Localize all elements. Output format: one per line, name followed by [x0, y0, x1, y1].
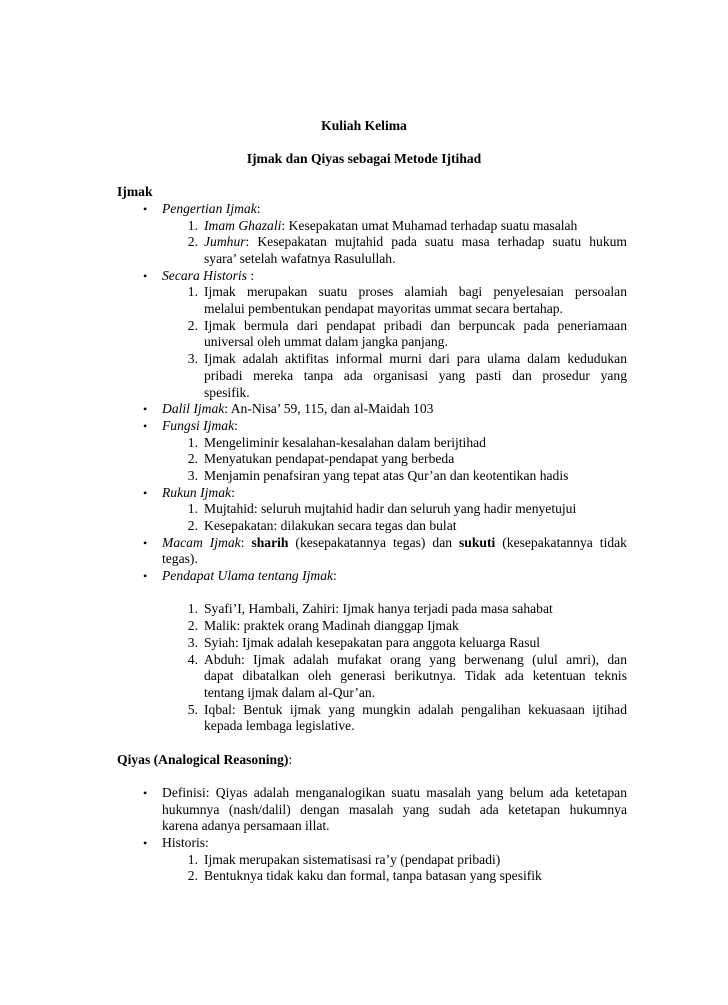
list-item-pengertian-2-cont: syara’ setelah wafatnya Rasulullah. — [204, 251, 396, 266]
bullet-historis: • — [143, 269, 148, 283]
list-item-fungsi-3: Menjamin penafsiran yang tepat atas Qur’an dan keotentikan hadis — [204, 468, 569, 483]
bullet-macam-cont: tegas). — [162, 551, 198, 566]
list-item-pendapat-2: Malik: praktek orang Madinah dianggap Ijmak — [204, 618, 459, 633]
bullet-rukun-label: Rukun Ijmak: — [162, 485, 235, 500]
section-heading-ijmak: Ijmak — [117, 184, 153, 199]
list-number: 1. — [187, 218, 198, 233]
bullet-pendapat-label: Pendapat Ulama tentang Ijmak: — [162, 568, 337, 583]
bullet-fungsi-label: Fungsi Ijmak: — [162, 418, 238, 433]
bullet-dalil-text: Dalil Ijmak: An-Nisa’ 59, 115, dan al-Maidah 103 — [162, 401, 434, 416]
bullet-pengertian: • — [143, 202, 148, 216]
section-heading-qiyas: Qiyas (Analogical Reasoning): — [117, 752, 293, 767]
list-item-pengertian-1: Imam Ghazali: Kesepakatan umat Muhamad terhadap suatu masalah — [204, 218, 578, 233]
page-subtitle: Ijmak dan Qiyas sebagai Metode Ijtihad — [246, 151, 482, 166]
list-item-rukun-1: Mujtahid: seluruh mujtahid hadir dan seluruh yang hadir menyetujui — [204, 501, 577, 516]
list-number: 1. — [187, 601, 198, 616]
bullet-dalil: • — [143, 402, 148, 416]
list-item-pendapat-5-cont: kepada lembaga legislative. — [204, 718, 355, 733]
list-number: 2. — [187, 451, 198, 466]
list-item-historis-3-cont: pribadi mereka tanpa ada organisasi yang pasti dan prosedur yang — [204, 368, 627, 383]
list-item-pendapat-4: Abduh: Ijmak adalah mufakat orang yang berwenang (ulul amri), dan — [204, 652, 627, 667]
bullet-pengertian-label: Pengertian Ijmak: — [162, 201, 261, 216]
list-item-pendapat-4-cont2: tentang ijmak dalam al-Qur’an. — [204, 685, 376, 700]
list-item-fungsi-2: Menyatukan pendapat-pendapat yang berbeda — [204, 451, 455, 466]
bullet-definisi-text: Definisi: Qiyas adalah menganalogikan suatu masalah yang belum ada ketetapan — [162, 785, 627, 800]
bullet-qiyas-historis-label: Historis: — [162, 835, 209, 850]
list-number: 4. — [187, 652, 198, 667]
bullet-qiyas-historis: • — [143, 836, 148, 850]
list-item-historis-3-cont2: spesifik. — [204, 385, 250, 400]
list-item-historis-2-cont: universal oleh ummat dalam jangka panjang. — [204, 334, 448, 349]
list-number: 2. — [187, 618, 198, 633]
list-number: 1. — [187, 435, 198, 450]
list-number: 1. — [187, 852, 198, 867]
list-item-historis-2: Ijmak bermula dari pendapat pribadi dan berpuncak pada peneriamaan — [204, 318, 627, 333]
list-item-qiyas-historis-1: Ijmak merupakan sistematisasi ra’y (pendapat pribadi) — [204, 852, 501, 867]
bullet-rukun: • — [143, 486, 148, 500]
list-item-pengertian-2: Jumhur: Kesepakatan mujtahid pada suatu masa terhadap suatu hukum — [204, 234, 627, 249]
list-number: 3. — [187, 351, 198, 366]
list-item-historis-1-cont: melalui pembentukan pendapat mayoritas ummat secara bertahap. — [204, 301, 563, 316]
page-title: Kuliah Kelima — [321, 118, 407, 133]
list-number: 1. — [187, 501, 198, 516]
list-item-pendapat-5: Iqbal: Bentuk ijmak yang mungkin adalah pengalihan kekuasaan ijtihad — [204, 702, 627, 717]
bullet-pendapat: • — [143, 569, 148, 583]
list-item-pendapat-4-cont: dapat dibatalkan oleh generasi berikutnya. Tidak ada ketentuan teknis — [204, 668, 627, 683]
list-number: 2. — [187, 518, 198, 533]
bullet-historis-label: Secara Historis : — [162, 268, 255, 283]
list-number: 3. — [187, 635, 198, 650]
list-item-fungsi-1: Mengeliminir kesalahan-kesalahan dalam berijtihad — [204, 435, 486, 450]
bullet-macam: • — [143, 536, 148, 550]
list-number: 5. — [187, 702, 198, 717]
list-item-pendapat-3: Syiah: Ijmak adalah kesepakatan para anggota keluarga Rasul — [204, 635, 541, 650]
list-item-rukun-2: Kesepakatan: dilakukan secara tegas dan bulat — [204, 518, 457, 533]
list-number: 3. — [187, 468, 198, 483]
list-number: 2. — [187, 318, 198, 333]
bullet-fungsi: • — [143, 419, 148, 433]
list-number: 2. — [187, 234, 198, 249]
list-number: 2. — [187, 868, 198, 883]
list-item-historis-1: Ijmak merupakan suatu proses alamiah bagi penyelesaian persoalan — [204, 284, 627, 299]
bullet-macam-text: Macam Ijmak: sharih (kesepakatannya tegas) dan sukuti (kesepakatannya tidak — [162, 535, 627, 550]
bullet-definisi-cont: hukumnya (nash/dalil) dengan masalah yang sudah ada ketetapan hukumnya — [162, 802, 627, 817]
list-item-historis-3: Ijmak adalah aktifitas informal murni dari para ulama dalam kedudukan — [204, 351, 627, 366]
list-item-qiyas-historis-2: Bentuknya tidak kaku dan formal, tanpa batasan yang spesifik — [204, 868, 542, 883]
list-item-pendapat-1: Syafi’I, Hambali, Zahiri: Ijmak hanya terjadi pada masa sahabat — [204, 601, 553, 616]
bullet-definisi-cont2: karena adanya persamaan illat. — [162, 818, 330, 833]
bullet-definisi: • — [143, 786, 148, 800]
list-number: 1. — [187, 284, 198, 299]
